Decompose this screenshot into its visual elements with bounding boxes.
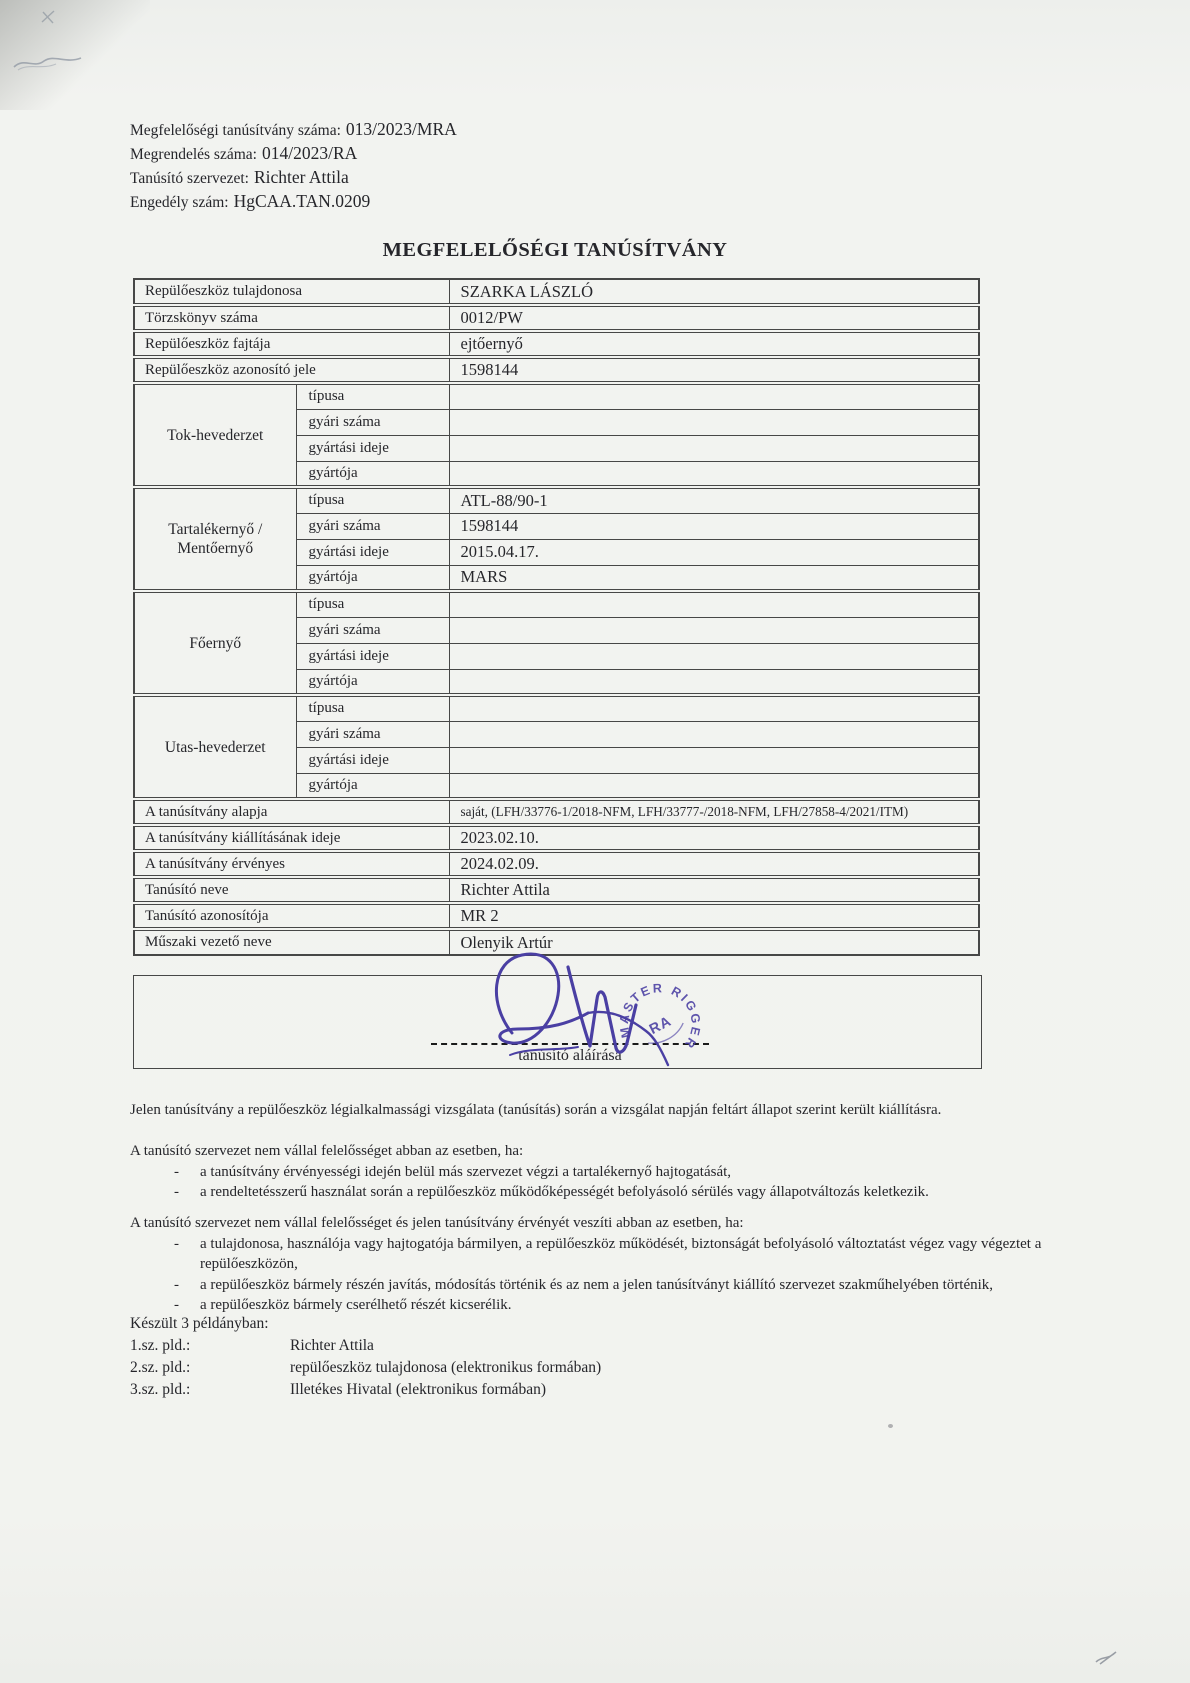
sub-label: gyártási ideje — [296, 747, 449, 773]
sub-label: gyártója — [296, 565, 449, 591]
sub-label: gyári száma — [296, 721, 449, 747]
sub-label: gyártója — [296, 461, 449, 487]
liability-paragraph-2 — [130, 1213, 1078, 1316]
sub-label: gyártási ideje — [296, 435, 449, 461]
header-line — [130, 118, 457, 142]
sub-label: gyári száma — [296, 617, 449, 643]
row-value: Richter Attila — [449, 877, 979, 903]
pen-scribble-mark — [12, 48, 84, 74]
row-value: SZARKA LÁSZLÓ — [449, 279, 979, 305]
table-row — [134, 903, 979, 929]
header-line — [130, 142, 457, 166]
scan-corner-shadow — [0, 0, 150, 110]
table-row — [134, 799, 979, 825]
group-label: Tok-hevederzet — [134, 383, 296, 487]
stamp-ring-text: MASTER RIGGER — [616, 981, 704, 1053]
copy-value: Richter Attila — [290, 1337, 374, 1354]
permit-number-value: HgCAA.TAN.0209 — [233, 191, 371, 211]
cert-number-label: Megfelelőségi tanúsítvány száma: — [130, 122, 341, 139]
row-value — [449, 435, 979, 461]
row-value: ejtőernyő — [449, 331, 979, 357]
corner-pen-mark — [1094, 1648, 1120, 1668]
group-label: Utas-hevederzet — [134, 695, 296, 799]
row-value — [449, 461, 979, 487]
row-value — [449, 747, 979, 773]
issued-note: Jelen tanúsítvány a repülőeszköz légialkalmassági vizsgálata (tanúsítás) során a vizsgálat napján feltárt állapot szerint került kiállításra. — [130, 1102, 942, 1118]
header-line — [130, 190, 457, 214]
row-value — [449, 695, 979, 721]
table-row — [134, 305, 979, 331]
row-label: Repülőeszköz fajtája — [134, 331, 449, 357]
row-value: 0012/PW — [449, 305, 979, 331]
signature-box — [133, 975, 982, 1069]
sub-label: gyári száma — [296, 409, 449, 435]
table-row — [134, 825, 979, 851]
permit-number-label: Engedély szám: — [130, 194, 229, 211]
copy-value: repülőeszköz tulajdonosa (elektronikus formában) — [290, 1359, 602, 1376]
sub-label: típusa — [296, 695, 449, 721]
row-label: Törzskönyv száma — [134, 305, 449, 331]
row-label: A tanúsítvány kiállításának ideje — [134, 825, 449, 851]
table-row — [134, 279, 979, 305]
order-number-value: 014/2023/RA — [261, 143, 358, 163]
stamp-center-text: RA — [646, 1013, 675, 1038]
table-row — [134, 851, 979, 877]
row-value: MARS — [449, 565, 979, 591]
row-value: 1598144 — [449, 513, 979, 539]
table-row — [134, 487, 979, 513]
liability-1-intro: A tanúsító szervezet nem vállal felelősséget abban az esetben, ha: — [130, 1143, 524, 1159]
copy-label: 2.sz. pld.: — [130, 1359, 191, 1376]
table-row — [134, 877, 979, 903]
row-label: A tanúsítvány alapja — [134, 799, 449, 825]
row-value: 2024.02.09. — [449, 851, 979, 877]
row-value: ATL-88/90-1 — [449, 487, 979, 513]
list-item: - a tulajdonosa, használója vagy hajtogatója bármilyen, a repülőeszköz működését, biztonságát befolyásoló változtatást végez vagy végeztet a repülőeszközön, — [130, 1234, 1078, 1275]
copies-intro: Készült 3 példányban: — [130, 1315, 269, 1332]
row-value — [449, 669, 979, 695]
row-label: Műszaki vezető neve — [134, 929, 449, 955]
row-value: 2015.04.17. — [449, 539, 979, 565]
group-label: Tartalékernyő / Mentőernyő — [134, 487, 296, 591]
list-item: - a tanúsítvány érvényességi idején belül más szervezet végzi a tartalékernyő hajtogatását, — [130, 1162, 1078, 1183]
row-label: Repülőeszköz azonosító jele — [134, 357, 449, 383]
page-title: MEGFELELŐSÉGI TANÚSÍTVÁNY — [382, 239, 728, 261]
group-label: Főernyő — [134, 591, 296, 695]
row-value — [449, 617, 979, 643]
row-value: 2023.02.10. — [449, 825, 979, 851]
copy-label: 3.sz. pld.: — [130, 1381, 191, 1398]
table-row — [134, 695, 979, 721]
copy-value: Illetékes Hivatal (elektronikus formában) — [290, 1381, 547, 1398]
copy-row — [130, 1357, 930, 1379]
liability-2-list — [130, 1234, 1078, 1316]
sub-label: gyártója — [296, 773, 449, 799]
header-line — [130, 166, 457, 190]
row-value — [449, 409, 979, 435]
signature-caption: tanúsító aláírása — [518, 1047, 622, 1064]
row-label: Tanúsító neve — [134, 877, 449, 903]
order-number-label: Megrendelés száma: — [130, 146, 257, 163]
liability-2-intro: A tanúsító szervezet nem vállal felelősséget és jelen tanúsítvány érvényét veszíti abban az esetben, ha: — [130, 1215, 744, 1231]
row-value: saját, (LFH/33776-1/2018-NFM, LFH/33777-/2018-NFM, LFH/27858-4/2021/ITM) — [449, 799, 979, 825]
sub-label: gyártója — [296, 669, 449, 695]
pen-x-mark — [38, 8, 60, 26]
liability-1-list — [130, 1162, 1078, 1203]
table-row — [134, 383, 979, 409]
list-item: - a repülőeszköz bármely cserélhető részét kicserélik. — [130, 1295, 1078, 1316]
row-label: Repülőeszköz tulajdonosa — [134, 279, 449, 305]
list-item: - a rendeltetésszerű használat során a repülőeszköz működőképességét befolyásoló sérülés vagy állapotváltozás keletkezik. — [130, 1182, 1078, 1203]
table-row — [134, 331, 979, 357]
copy-label: 1.sz. pld.: — [130, 1337, 191, 1354]
row-value — [449, 383, 979, 409]
sub-label: típusa — [296, 487, 449, 513]
table-row — [134, 357, 979, 383]
sub-label: típusa — [296, 591, 449, 617]
certificate-table — [133, 278, 980, 956]
copies-section — [130, 1313, 930, 1401]
liability-paragraph-1 — [130, 1141, 1078, 1203]
row-value — [449, 773, 979, 799]
scan-speck — [888, 1424, 893, 1428]
row-value: MR 2 — [449, 903, 979, 929]
certifier-org-label: Tanúsító szervezet: — [130, 170, 249, 187]
row-value: Olenyik Artúr — [449, 929, 979, 955]
certifier-org-value: Richter Attila — [254, 167, 349, 187]
cert-number-value: 013/2023/MRA — [345, 119, 457, 139]
sub-label: gyártási ideje — [296, 539, 449, 565]
list-item: - a repülőeszköz bármely részén javítás, módosítás történik és az nem a jelen tanúsítványt kiállító szervezet szakműhelyében történik, — [130, 1275, 1078, 1296]
row-value — [449, 591, 979, 617]
certificate-header — [130, 118, 457, 214]
row-label: Tanúsító azonosítója — [134, 903, 449, 929]
copy-row — [130, 1379, 930, 1401]
sub-label: gyári száma — [296, 513, 449, 539]
row-value: 1598144 — [449, 357, 979, 383]
copy-row — [130, 1335, 930, 1357]
sub-label: gyártási ideje — [296, 643, 449, 669]
row-value — [449, 721, 979, 747]
row-value — [449, 643, 979, 669]
sub-label: típusa — [296, 383, 449, 409]
signature-line — [431, 1043, 709, 1045]
table-row — [134, 929, 979, 955]
row-label: A tanúsítvány érvényes — [134, 851, 449, 877]
table-row — [134, 591, 979, 617]
